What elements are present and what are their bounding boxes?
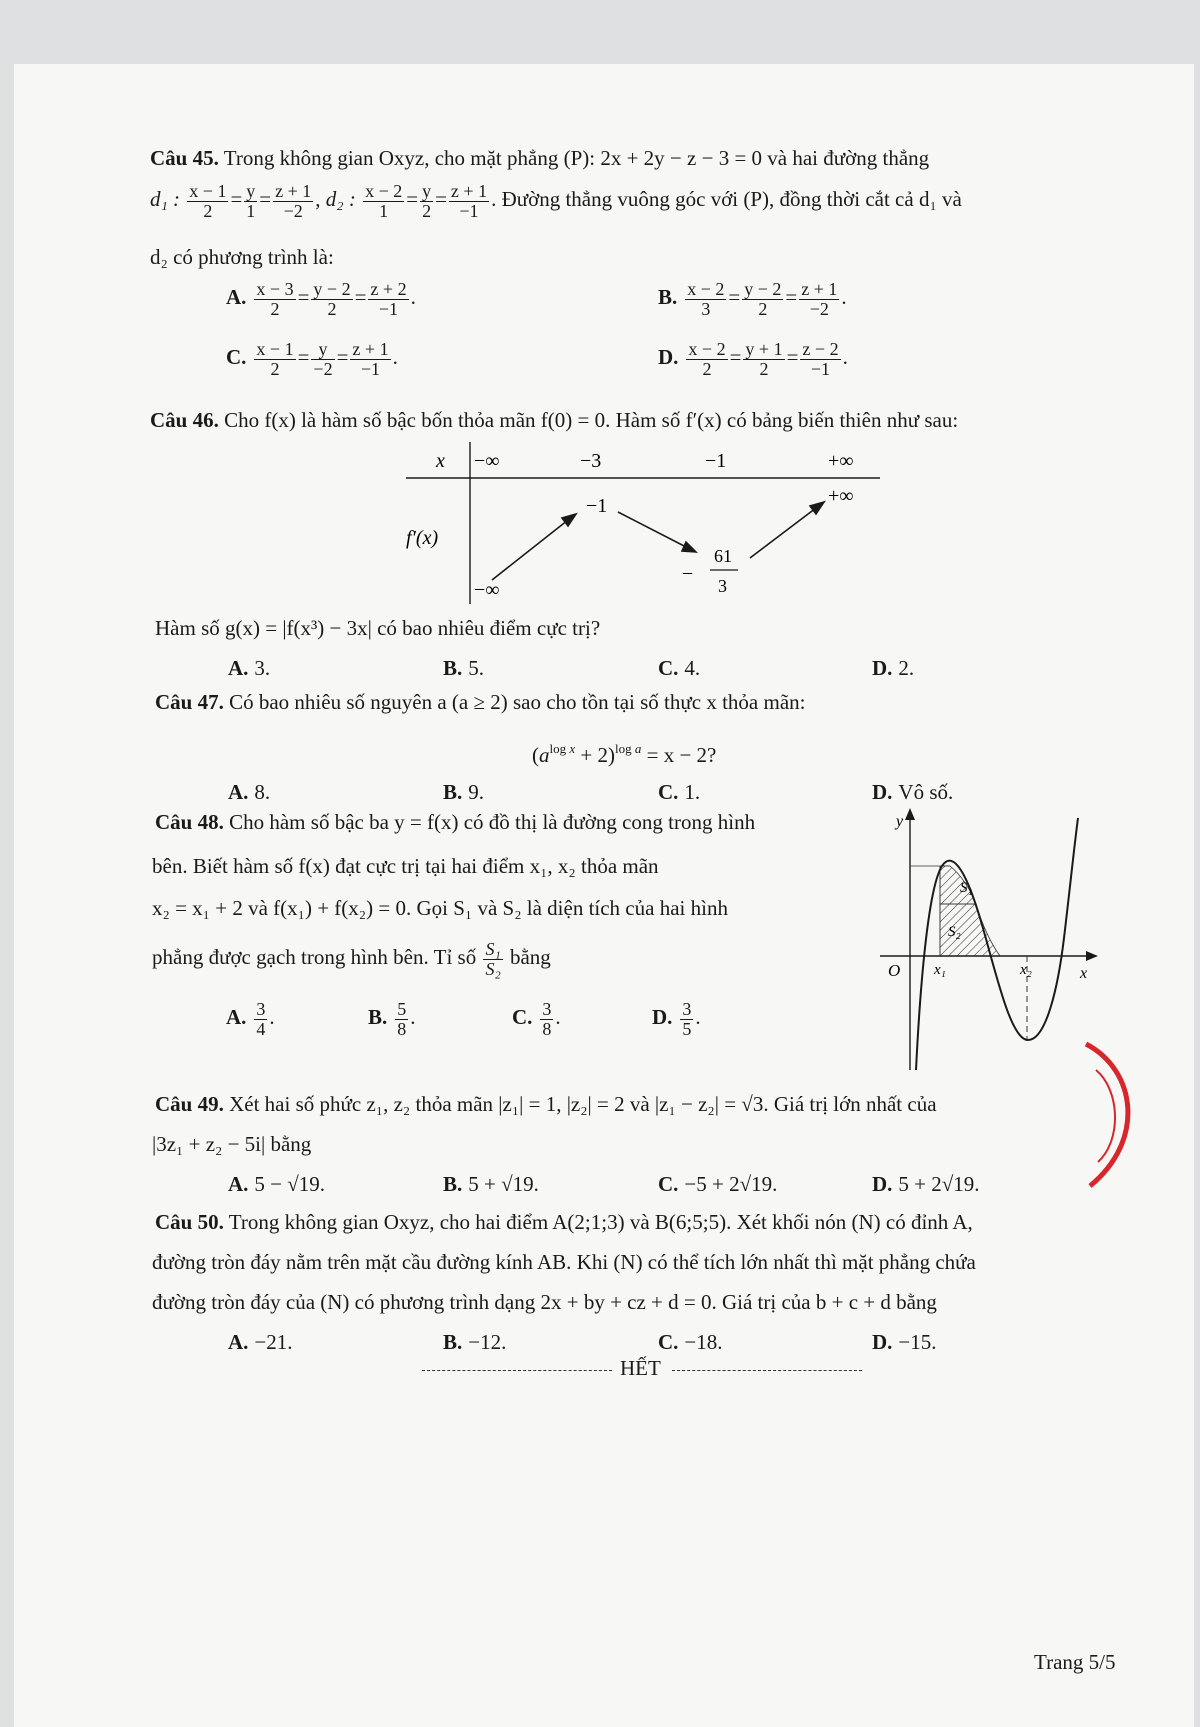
q48-line2: bên. Biết hàm số f(x) đạt cực trị tại hai điểm x₁, x₂ thỏa mãn bbox=[152, 854, 659, 878]
q50-label: Câu 50. bbox=[155, 1210, 224, 1234]
arrow-decreasing bbox=[618, 512, 688, 548]
frac-num: 3 bbox=[256, 999, 266, 1019]
frac-den: 2 bbox=[270, 298, 280, 319]
option-text: 4. bbox=[684, 656, 701, 680]
end-text: HẾT bbox=[620, 1356, 661, 1380]
option-label: B. bbox=[443, 1330, 463, 1354]
q46-line1 bbox=[150, 410, 958, 431]
option-label: B. bbox=[443, 780, 463, 804]
option-label: C. bbox=[658, 656, 679, 680]
frac-num: 3 bbox=[542, 999, 552, 1019]
frac-num: y − 2 bbox=[744, 279, 782, 299]
option-label: B. bbox=[368, 1005, 388, 1030]
q47-equation: $(a^{log x} + 2)^{log a} = x - 2$? bbox=[532, 741, 717, 767]
q47-text-1: Có bao nhiêu số nguyên a (a ≥ 2) sao cho tồn tại số thực x thỏa mãn: bbox=[229, 690, 806, 714]
q46-text-1: Cho f(x) là hàm số bậc bốn thỏa mãn f(0) = 0. Hàm số f′(x) có bảng biến thiên như sau: bbox=[224, 408, 959, 432]
frac-num: z + 1 bbox=[352, 339, 389, 359]
option-text: 5. bbox=[468, 656, 485, 680]
arrowhead bbox=[562, 514, 576, 526]
option-text: −12. bbox=[468, 1330, 507, 1354]
table-x-label: x bbox=[436, 450, 445, 472]
option-label: A. bbox=[226, 285, 247, 310]
q47-option-a[interactable] bbox=[228, 780, 270, 805]
option-text: −21. bbox=[254, 1330, 293, 1354]
q50-option-c[interactable] bbox=[658, 1330, 723, 1355]
option-label: C. bbox=[658, 1330, 679, 1354]
option-label: B. bbox=[443, 1172, 463, 1196]
q48-option-d[interactable]: D. $\frac{3}{5}$ . bbox=[652, 999, 701, 1039]
frac-den: 3 bbox=[701, 298, 711, 319]
q45-line1 bbox=[150, 148, 929, 169]
q45-option-b[interactable]: B. $\frac{x - 2}{3}$ = $\frac{y - 2}{2}$ = $\frac{z + 1}{-2}$ . bbox=[658, 279, 847, 319]
graph-x1-label: x₁ bbox=[934, 962, 946, 978]
graph-x-label: x bbox=[1080, 965, 1088, 982]
frac-den: 5 bbox=[682, 1018, 692, 1039]
option-label: D. bbox=[658, 345, 679, 370]
frac-num: z − 2 bbox=[802, 339, 839, 359]
q45-option-a[interactable]: A. $\frac{x - 3}{2}$ = $\frac{y - 2}{2}$ = $\frac{z + 2}{-1}$ . bbox=[226, 279, 416, 319]
frac-den: 2 bbox=[270, 358, 280, 379]
stamp-inner-ring bbox=[1096, 1070, 1115, 1162]
option-label: C. bbox=[658, 780, 679, 804]
q49-line1 bbox=[155, 1094, 937, 1115]
option-label: C. bbox=[512, 1005, 533, 1030]
frac-num: y bbox=[246, 181, 256, 201]
val-plus-inf: +∞ bbox=[828, 485, 854, 507]
q46-option-c[interactable] bbox=[658, 656, 700, 681]
frac-den: 1 bbox=[379, 200, 389, 221]
option-text: 5 + √19. bbox=[468, 1172, 539, 1196]
q49-label: Câu 49. bbox=[155, 1092, 224, 1116]
q49-line2: |3z₁ + z₂ − 5i| bằng bbox=[152, 1132, 312, 1156]
q48-text-4: phẳng được gạch trong hình bên. Tỉ số bbox=[152, 945, 477, 970]
frac-den: 2 bbox=[422, 200, 432, 221]
frac-num: y bbox=[422, 181, 432, 201]
option-label: D. bbox=[872, 1330, 893, 1354]
frac-den: 1 bbox=[246, 200, 256, 221]
q47-option-b[interactable] bbox=[443, 780, 484, 805]
option-label: A. bbox=[228, 656, 249, 680]
frac-den: 2 bbox=[203, 200, 213, 221]
q48-option-b[interactable]: B. $\frac{5}{8}$ . bbox=[368, 999, 416, 1039]
frac-den: 4 bbox=[256, 1018, 266, 1039]
q48-option-a[interactable]: A. $\frac{3}{4}$ . bbox=[226, 999, 275, 1039]
graph-x2-label: x₂ bbox=[1020, 962, 1032, 978]
y-axis-arrow bbox=[905, 808, 915, 820]
frac-den: S₂ bbox=[485, 958, 501, 979]
frac-num: y + 1 bbox=[745, 339, 783, 359]
q50-text-1: Trong không gian Oxyz, cho hai điểm A(2;1;3) và B(6;5;5). Xét khối nón (N) có đỉnh A, bbox=[228, 1210, 973, 1234]
cubic-graph bbox=[850, 808, 1100, 1078]
option-text: −15. bbox=[898, 1330, 937, 1354]
table-row-label: f′(x) bbox=[406, 527, 439, 549]
option-text: 8. bbox=[254, 780, 271, 804]
val-local-min-num: 61 bbox=[714, 546, 732, 566]
option-text: 9. bbox=[468, 780, 485, 804]
q46-option-a[interactable] bbox=[228, 656, 270, 681]
q45-text-2: . Đường thẳng vuông góc với (P), đồng thời cắt cả d₁ và bbox=[491, 187, 962, 212]
x-axis-arrow bbox=[1086, 951, 1098, 961]
val-local-min-den: 3 bbox=[718, 576, 727, 596]
frac-num: x − 1 bbox=[256, 339, 294, 359]
page-number: Trang 5/5 bbox=[1034, 1650, 1116, 1674]
frac-den: 8 bbox=[542, 1018, 552, 1039]
q49-option-d[interactable] bbox=[872, 1172, 980, 1197]
frac-num: S₁ bbox=[485, 939, 501, 959]
frac-den: −1 bbox=[459, 200, 479, 221]
frac-den: 2 bbox=[702, 358, 712, 379]
frac-den: −2 bbox=[283, 200, 303, 221]
val-minus-inf: −∞ bbox=[474, 579, 500, 601]
x-value-plus-inf: +∞ bbox=[828, 450, 854, 472]
q45-text-1: Trong không gian Oxyz, cho mặt phẳng (P): 2x + 2y − z − 3 = 0 và hai đường thẳng bbox=[223, 146, 930, 170]
q46-label: Câu 46. bbox=[150, 408, 219, 432]
d2-label: d₂ : bbox=[325, 187, 356, 212]
option-text: 5 − √19. bbox=[254, 1172, 326, 1196]
arrow-increasing-1 bbox=[492, 520, 568, 580]
q47-line1 bbox=[155, 692, 805, 713]
frac-num: x − 2 bbox=[687, 279, 725, 299]
option-label: D. bbox=[872, 780, 893, 804]
q46-question: Hàm số g(x) = |f(x³) − 3x| có bao nhiêu điểm cực trị? bbox=[155, 616, 601, 640]
option-label: D. bbox=[872, 656, 893, 680]
q50-line2: đường tròn đáy nằm trên mặt cầu đường kính AB. Khi (N) có thể tích lớn nhất thì mặt phẳng chứa bbox=[152, 1250, 976, 1274]
q50-line3: đường tròn đáy của (N) có phương trình dạng 2x + by + cz + d = 0. Giá trị của b + c + d bằng bbox=[152, 1290, 937, 1314]
q46-option-d[interactable] bbox=[872, 656, 914, 681]
option-label: A. bbox=[228, 780, 249, 804]
q45-line2: d₁ : $\frac{x - 1}{2}$ = $\frac{y}{1}$ = $\frac{z + 1}{-2}$ , d₂ : $\frac{x - 2}{1}$ = $\frac{y}{2}$ = $\frac{z + 1}{-1}$ . Đường thẳng vuông góc với (P), đồng thời cắt cả d₁ và bbox=[150, 181, 962, 221]
option-text: 1. bbox=[684, 780, 701, 804]
stamp-ring bbox=[1086, 1044, 1128, 1186]
val-local-max: −1 bbox=[586, 495, 608, 517]
q45-option-d[interactable]: D. $\frac{x - 2}{2}$ = $\frac{y + 1}{2}$ = $\frac{z - 2}{-1}$ . bbox=[658, 339, 848, 379]
graph-s1-label: S₁ bbox=[960, 880, 973, 896]
frac-den: −2 bbox=[809, 298, 829, 319]
q50-option-a[interactable] bbox=[228, 1330, 293, 1355]
frac-num: x − 3 bbox=[256, 279, 294, 299]
option-text: 5 + 2√19. bbox=[898, 1172, 980, 1196]
option-label: D. bbox=[872, 1172, 893, 1196]
q47-equation-rhs: = x − 2? bbox=[646, 743, 717, 767]
x-value-minus-3: −3 bbox=[580, 450, 602, 472]
frac-num: 5 bbox=[397, 999, 407, 1019]
q48-option-c[interactable]: C. $\frac{3}{8}$ . bbox=[512, 999, 561, 1039]
option-text: Vô số. bbox=[898, 780, 954, 804]
q49-option-b[interactable] bbox=[443, 1172, 539, 1197]
end-divider-left bbox=[422, 1370, 612, 1371]
variation-table bbox=[400, 440, 890, 610]
frac-num: z + 1 bbox=[801, 279, 838, 299]
q47-option-d[interactable] bbox=[872, 780, 953, 805]
q48-line1 bbox=[155, 812, 755, 833]
q47-option-c[interactable] bbox=[658, 780, 700, 805]
frac-num: z + 1 bbox=[275, 181, 312, 201]
frac-den: 8 bbox=[397, 1018, 407, 1039]
q46-option-b[interactable] bbox=[443, 656, 484, 681]
option-label: C. bbox=[226, 345, 247, 370]
x-value-minus-inf: −∞ bbox=[474, 450, 500, 472]
val-local-min-sign: − bbox=[682, 563, 694, 585]
option-label: A. bbox=[226, 1005, 247, 1030]
frac-num: y − 2 bbox=[313, 279, 351, 299]
option-text: 2. bbox=[898, 656, 915, 680]
option-label: B. bbox=[443, 656, 463, 680]
arrow-increasing-2 bbox=[750, 508, 816, 558]
q45-line3: d₂ có phương trình là: bbox=[150, 245, 334, 269]
graph-y-label: y bbox=[896, 813, 904, 830]
option-label: B. bbox=[658, 285, 678, 310]
frac-den: 2 bbox=[327, 298, 337, 319]
q48-line3: x₂ = x₁ + 2 và f(x₁) + f(x₂) = 0. Gọi S₁ và S₂ là diện tích của hai hình bbox=[152, 896, 728, 920]
q48-line4 bbox=[152, 940, 551, 979]
q49-option-a[interactable] bbox=[228, 1172, 325, 1197]
d1-label: d₁ : bbox=[150, 187, 181, 212]
frac-num: z + 1 bbox=[450, 181, 488, 201]
graph-s2-label: S₂ bbox=[948, 924, 961, 940]
red-stamp bbox=[1076, 1040, 1156, 1190]
q49-text-1: Xét hai số phức z₁, z₂ thỏa mãn |z₁| = 1, |z₂| = 2 và |z₁ − z₂| = √3. Giá trị lớn nhất của bbox=[229, 1092, 937, 1116]
frac-den: −1 bbox=[360, 358, 381, 379]
option-label: D. bbox=[652, 1005, 673, 1030]
option-label: C. bbox=[658, 1172, 679, 1196]
arrowhead bbox=[682, 542, 696, 552]
option-label: A. bbox=[228, 1330, 249, 1354]
option-label: A. bbox=[228, 1172, 249, 1196]
option-text: 3. bbox=[254, 656, 271, 680]
frac-den: 2 bbox=[759, 358, 769, 379]
frac-den: 2 bbox=[758, 298, 768, 319]
q48-label: Câu 48. bbox=[155, 810, 224, 834]
q48-text-1: Cho hàm số bậc ba y = f(x) có đồ thị là đường cong trong hình bbox=[229, 810, 756, 834]
q50-line1 bbox=[155, 1212, 973, 1233]
frac-num: x − 2 bbox=[365, 181, 403, 201]
q45-option-c[interactable]: C. $\frac{x - 1}{2}$ = $\frac{y}{-2}$ = $\frac{z + 1}{-1}$ . bbox=[226, 339, 398, 379]
q49-option-c[interactable] bbox=[658, 1172, 777, 1197]
q50-option-d[interactable] bbox=[872, 1330, 937, 1355]
frac-den: −2 bbox=[313, 358, 333, 379]
frac-den: −1 bbox=[378, 298, 399, 319]
frac-den: −1 bbox=[810, 358, 831, 379]
frac-num: x − 1 bbox=[189, 181, 227, 201]
frac-num: x − 2 bbox=[688, 339, 726, 359]
q47-label: Câu 47. bbox=[155, 690, 224, 714]
x-value-minus-1: −1 bbox=[705, 450, 727, 472]
frac-num: 3 bbox=[682, 999, 692, 1019]
q48-text-4b: bằng bbox=[509, 945, 551, 970]
arrowhead bbox=[810, 502, 824, 514]
q50-option-b[interactable] bbox=[443, 1330, 506, 1355]
frac-num: y bbox=[311, 340, 334, 360]
end-divider-right bbox=[672, 1370, 862, 1371]
q45-label: Câu 45. bbox=[150, 146, 219, 170]
graph-origin-label: O bbox=[888, 961, 901, 980]
option-text: −5 + 2√19. bbox=[684, 1172, 778, 1196]
option-text: −18. bbox=[684, 1330, 723, 1354]
frac-num: z + 2 bbox=[370, 279, 407, 299]
